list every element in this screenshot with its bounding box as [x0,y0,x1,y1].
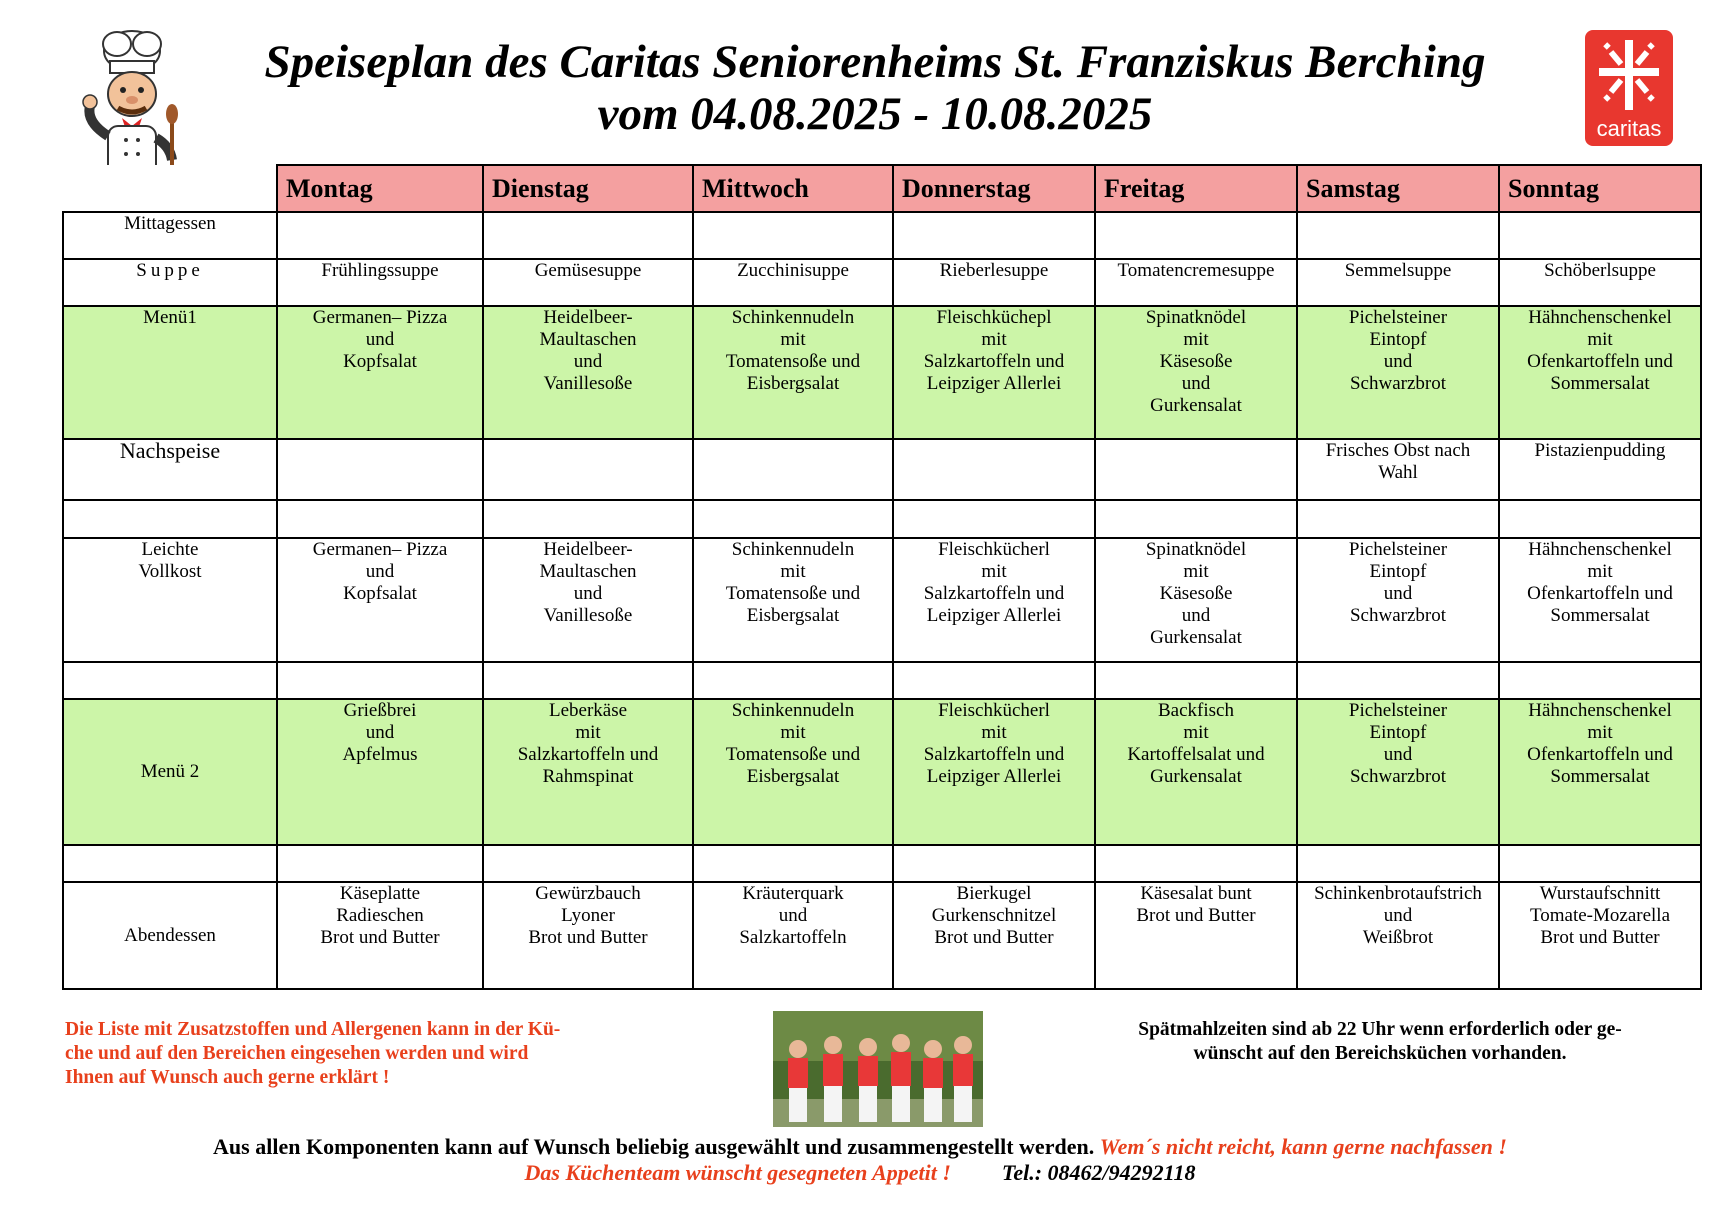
dish-line: Salzkartoffeln und [923,583,1065,604]
dish-line: Eintopf [1369,561,1427,582]
dish-line: und [1383,583,1413,604]
refill-text: Wem´s nicht reicht, kann gerne nachfassen ! [1099,1134,1507,1159]
kitchen-team-photo [773,1011,983,1127]
dish-line: Eintopf [1369,722,1427,743]
dish-line: und [1383,905,1413,926]
day-tuesday: Dienstag [483,165,693,212]
dish-line: Eintopf [1369,329,1427,350]
menu1-row [63,306,1701,439]
vollkost-row [63,538,1701,662]
menu2-cell [1499,699,1701,845]
dish-line: Tomatensoße und [725,744,861,765]
dish-line: Ofenkartoffeln und [1527,583,1673,604]
vollkost-cell [483,538,693,662]
dish-line: Apfelmus [342,744,418,765]
dish-line: Gurkenschnitzel [931,905,1057,926]
suppe-cell: Frühlingssuppe [277,259,483,306]
dish-line: Spinatknödel [1145,307,1247,328]
dish-line: Sommersalat [1550,373,1650,394]
spacer-row [63,662,1701,699]
selection-text: Aus allen Komponenten kann auf Wunsch beliebig ausgewählt und zusammengestellt werden. [213,1134,1095,1159]
dish-line: Fleischküchерl [936,307,1052,328]
menu1-cell [1499,306,1701,439]
dish-line: Schinkennudeln [731,307,855,328]
menu1-cell [893,306,1095,439]
vollkost-label-line: Leichte [141,539,199,560]
dish-line: Gewürzbauch [535,883,641,904]
spacer-row [63,500,1701,538]
day-thursday: Donnerstag [893,165,1095,212]
dish-line: Kräuterquark [742,883,844,904]
nachspeise-cell [693,439,893,500]
dish-line: Weißbrot [1362,927,1434,948]
nachspeise-cell [483,439,693,500]
abendessen-cell [483,882,693,989]
dish-line: Käsesoße [1159,583,1233,604]
dish-line: Brot und Butter [528,927,648,948]
vollkost-cell [1499,538,1701,662]
day-sunday: Sonntag [1499,165,1701,212]
dish-line: Hähnchenschenkel [1528,307,1672,328]
dish-line: Salzkartoffeln und [923,744,1065,765]
dish-line: Sommersalat [1550,605,1650,626]
dish-line: Fleischküchеrl [938,539,1050,560]
day-wednesday: Mittwoch [693,165,893,212]
dish-line: Eisbergsalat [746,373,840,394]
dish-line: Gurkensalat [1150,766,1242,787]
dish-line: und [365,561,395,582]
abendessen-cell [1499,882,1701,989]
dish-line: mit [780,329,806,350]
allergen-note [65,1018,665,1090]
dish-line: Schinkenbrotaufstrich [1314,883,1482,904]
vollkost-cell [277,538,483,662]
menu2-cell [693,699,893,845]
dish-line: Brot und Butter [1540,927,1660,948]
day-monday: Montag [277,165,483,212]
dish-line: Vanillesoße [543,605,633,626]
dish-line: Tomate-Mozarella [1529,905,1671,926]
dish-line: Brot und Butter [1136,905,1256,926]
nachspeise-cell [1297,439,1499,500]
dish-line: Wahl [1378,462,1418,483]
selection-note [0,1134,1720,1160]
abendessen-cell [1095,882,1297,989]
abendessen-cell [1297,882,1499,989]
dish-line: Hähnchenschenkel [1528,539,1672,560]
allergen-line: Die Liste mit Zusatzstoffen und Allergenen kann in der Kü- [65,1019,561,1040]
dish-line: Gurkensalat [1150,395,1242,416]
nachspeise-label: Nachspeise [63,439,277,500]
dish-line: Kopfsalat [343,351,417,372]
dish-line: Leberkäse [548,700,628,721]
dish-line: Salzkartoffeln [739,927,847,948]
dish-line: Salzkartoffeln und [517,744,659,765]
dish-line: Ofenkartoffeln und [1527,351,1673,372]
menu2-cell [1095,699,1297,845]
late-meal-note [1090,1018,1670,1066]
dish-line: Gurkensalat [1150,627,1242,648]
vollkost-label-line: Vollkost [138,561,202,582]
dish-line: Hähnchenschenkel [1528,700,1672,721]
dish-line: Frisches Obst nach [1325,440,1471,461]
dish-line: Lyoner [561,905,615,926]
nachspeise-cell [1095,439,1297,500]
dish-line: Eisbergsalat [746,605,840,626]
dish-line: mit [981,329,1007,350]
dish-line: Leipziger Allerlei [926,373,1062,394]
abendessen-cell [277,882,483,989]
dish-line: Schwarzbrot [1349,766,1447,787]
dish-line: Leipziger Allerlei [926,766,1062,787]
day-header-row [63,165,1701,212]
abendessen-cell [693,882,893,989]
dish-line: und [573,351,603,372]
abendessen-cell [893,882,1095,989]
menu1-cell [483,306,693,439]
dish-line: und [1181,373,1211,394]
vollkost-cell [693,538,893,662]
suppe-cell: Gemüsesuppe [483,259,693,306]
menu2-cell [1297,699,1499,845]
suppe-cell: Tomatencremesuppe [1095,259,1297,306]
suppe-cell: Semmelsuppe [1297,259,1499,306]
suppe-cell: Rieberlesuppe [893,259,1095,306]
dish-line: mit [780,561,806,582]
menu1-label: Menü1 [63,306,277,439]
dish-line: und [1383,744,1413,765]
phone-text: Tel.: 08462/94292118 [1001,1160,1196,1185]
suppe-cell: Zucchinisuppe [693,259,893,306]
dish-line: Rahmspinat [542,766,634,787]
dish-line: Pistazienpudding [1534,440,1666,461]
dish-line: Backfisch [1158,700,1234,721]
dish-line: Pichelsteiner [1348,307,1448,328]
suppe-label: Suppe [63,259,277,306]
dish-line: und [573,583,603,604]
nachspeise-cell [893,439,1095,500]
dish-line: und [1383,351,1413,372]
page-title [230,36,1520,140]
dish-line: mit [780,722,806,743]
menu2-cell [893,699,1095,845]
suppe-cell: Schöberlsuppe [1499,259,1701,306]
appetite-text: Das Küchenteam wünscht gesegneten Appetit ! [524,1160,951,1185]
nachspeise-cell [277,439,483,500]
dish-line: Pichelsteiner [1348,700,1448,721]
dish-line: mit [1183,329,1209,350]
dish-line: Tomatensoße und [725,583,861,604]
late-line: Spätmahlzeiten sind ab 22 Uhr wenn erforderlich oder ge- [1138,1019,1622,1040]
menu-table [62,164,1702,990]
corner-cell [63,165,277,212]
dish-line: Käsesalat bunt [1140,883,1252,904]
dish-line: Heidelbeer- [543,307,633,328]
dish-line: und [365,329,395,350]
menu1-cell [1095,306,1297,439]
dish-line: mit [1587,561,1613,582]
team-note [0,1160,1720,1186]
dish-line: Schwarzbrot [1349,605,1447,626]
dish-line: Tomatensoße und [725,351,861,372]
dish-line: Salzkartoffeln und [923,351,1065,372]
dish-line: Maultaschen [539,329,637,350]
dish-line: Heidelbeer- [543,539,633,560]
late-line: wünscht auf den Bereichsküchen vorhanden. [1193,1043,1567,1064]
menu2-row [63,699,1701,845]
title-line-1: Speiseplan des Caritas Seniorenheims St. Franziskus Berching [264,36,1486,88]
allergen-line: che und auf den Bereichen eingesehen werden und wird [65,1043,529,1064]
menu2-cell [277,699,483,845]
vollkost-label [63,538,277,662]
dish-line: Käseplatte [339,883,421,904]
dish-line: Wurstaufschnitt [1539,883,1661,904]
dish-line: mit [575,722,601,743]
caritas-logo [1585,30,1673,146]
dish-line: Schinkennudeln [731,539,855,560]
menu2-label: Menü 2 [63,699,277,845]
title-line-2: vom 04.08.2025 - 10.08.2025 [597,88,1153,140]
abendessen-label: Abendessen [63,882,277,989]
dish-line: mit [981,722,1007,743]
dish-line: Schinkennudeln [731,700,855,721]
dish-line: mit [1587,722,1613,743]
dish-line: Bierkugel [956,883,1032,904]
dish-line: mit [1587,329,1613,350]
abendessen-row [63,882,1701,989]
day-friday: Freitag [1095,165,1297,212]
dish-line: Ofenkartoffeln und [1527,744,1673,765]
dish-line: mit [1183,561,1209,582]
dish-line: Sommersalat [1550,766,1650,787]
dish-line: mit [1183,722,1209,743]
dish-line: Spinatknödel [1145,539,1247,560]
dish-line: und [365,722,395,743]
dish-line: Radieschen [336,905,424,926]
dish-line: Vanillesoße [543,373,633,394]
dish-line: Brot und Butter [934,927,1054,948]
vollkost-cell [893,538,1095,662]
day-saturday: Samstag [1297,165,1499,212]
nachspeise-cell [1499,439,1701,500]
suppe-row [63,259,1701,306]
dish-line: Eisbergsalat [746,766,840,787]
dish-line: Schwarzbrot [1349,373,1447,394]
dish-line: und [778,905,808,926]
dish-line: mit [981,561,1007,582]
nachspeise-row [63,439,1701,500]
dish-line: Käsesoße [1159,351,1233,372]
mittagessen-label: Mittagessen [63,212,277,259]
menu2-cell [483,699,693,845]
dish-line: Germanen– Pizza [312,539,448,560]
dish-line: Fleischküchеrl [938,700,1050,721]
caritas-logo-text: caritas [1596,116,1662,141]
menu1-cell [1297,306,1499,439]
menu1-cell [693,306,893,439]
dish-line: Kopfsalat [343,583,417,604]
dish-line: Germanen– Pizza [312,307,448,328]
dish-line: Pichelsteiner [1348,539,1448,560]
spacer-row [63,845,1701,882]
vollkost-cell [1297,538,1499,662]
mittagessen-row [63,212,1701,259]
dish-line: Maultaschen [539,561,637,582]
menu1-cell [277,306,483,439]
dish-line: Grießbrei [343,700,417,721]
dish-line: Brot und Butter [320,927,440,948]
dish-line: Kartoffelsalat und [1127,744,1265,765]
vollkost-cell [1095,538,1297,662]
dish-line: Leipziger Allerlei [926,605,1062,626]
allergen-line: Ihnen auf Wunsch auch gerne erklärt ! [65,1067,390,1088]
dish-line: und [1181,605,1211,626]
